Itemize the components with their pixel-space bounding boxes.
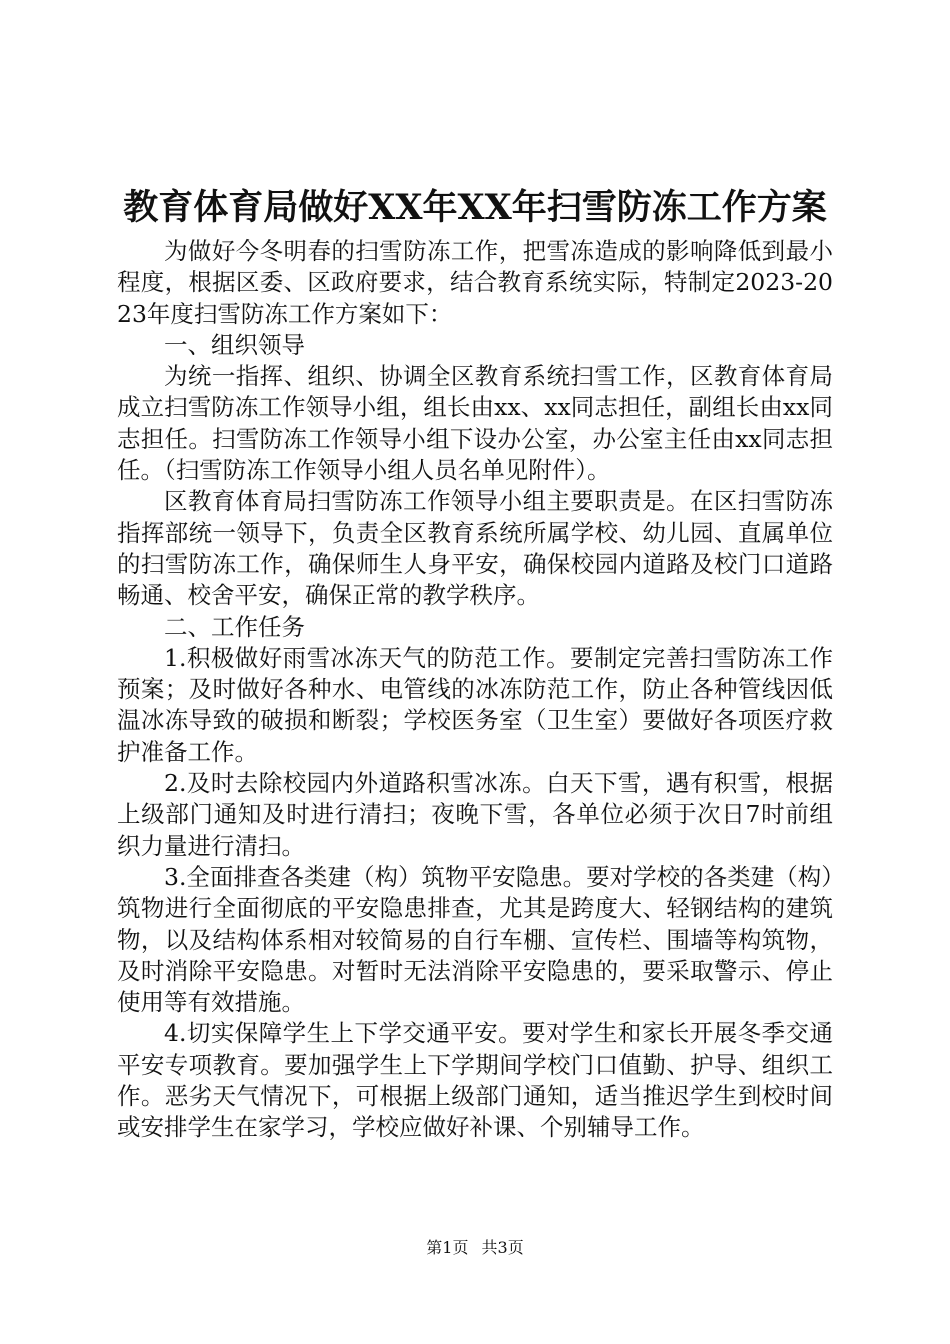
page-footer	[0, 1236, 950, 1260]
organization-paragraph: 为统一指挥、组织、协调全区教育系统扫雪工作，区教育体育局成立扫雪防冻工作领导小组，组长由xx、xx同志担任，副组长由xx同志担任。扫雪防冻工作领导小组下设办公室，办公室主任由xx同志担任。（扫雪防冻工作领导小组人员名单见附件）。	[117, 362, 833, 485]
document-title: 教育体育局做好XX年XX年扫雪防冻工作方案	[123, 187, 827, 228]
task-item-3: 3.全面排查各类建（构）筑物平安隐患。要对学校的各类建（构）筑物进行全面彻底的平安隐患排查，尤其是跨度大、轻钢结构的建筑物，以及结构体系相对较简易的自行车棚、宣传栏、围墙等构筑物，及时消除平安隐患。对暂时无法消除平安隐患的，要采取警示、停止使用等有效措施。	[117, 862, 833, 1017]
document-body	[117, 236, 833, 1144]
page-number: 第1页	[426, 1238, 469, 1257]
task-item-1: 1.积极做好雨雪冰冻天气的防范工作。要制定完善扫雪防冻工作预案；及时做好各种水、电管线的冰冻防范工作，防止各种管线因低温冰冻导致的破损和断裂；学校医务室（卫生室）要做好各项医疗救护准备工作。	[117, 643, 833, 766]
page-total: 共3页	[481, 1238, 524, 1257]
section-heading-organization: 一、组织领导	[164, 330, 305, 359]
section-heading-tasks: 二、工作任务	[164, 612, 305, 641]
duties-paragraph: 区教育体育局扫雪防冻工作领导小组主要职责是。在区扫雪防冻指挥部统一领导下，负责全区教育系统所属学校、幼儿园、直属单位的扫雪防冻工作，确保师生人身平安，确保校园内道路及校门口道路畅通、校舍平安，确保正常的教学秩序。	[117, 487, 833, 610]
task-item-4: 4.切实保障学生上下学交通平安。要对学生和家长开展冬季交通平安专项教育。要加强学生上下学期间学校门口值勤、护导、组织工作。恶劣天气情况下，可根据上级部门通知，适当推迟学生到校时间或安排学生在家学习，学校应做好补课、个别辅导工作。	[117, 1019, 833, 1142]
intro-paragraph: 为做好今冬明春的扫雪防冻工作，把雪冻造成的影响降低到最小程度，根据区委、区政府要求，结合教育系统实际，特制定2023-2023年度扫雪防冻工作方案如下：	[117, 237, 833, 328]
task-item-2: 2.及时去除校园内外道路积雪冰冻。白天下雪，遇有积雪，根据上级部门通知及时进行清扫；夜晚下雪，各单位必须于次日7时前组织力量进行清扫。	[117, 769, 833, 860]
